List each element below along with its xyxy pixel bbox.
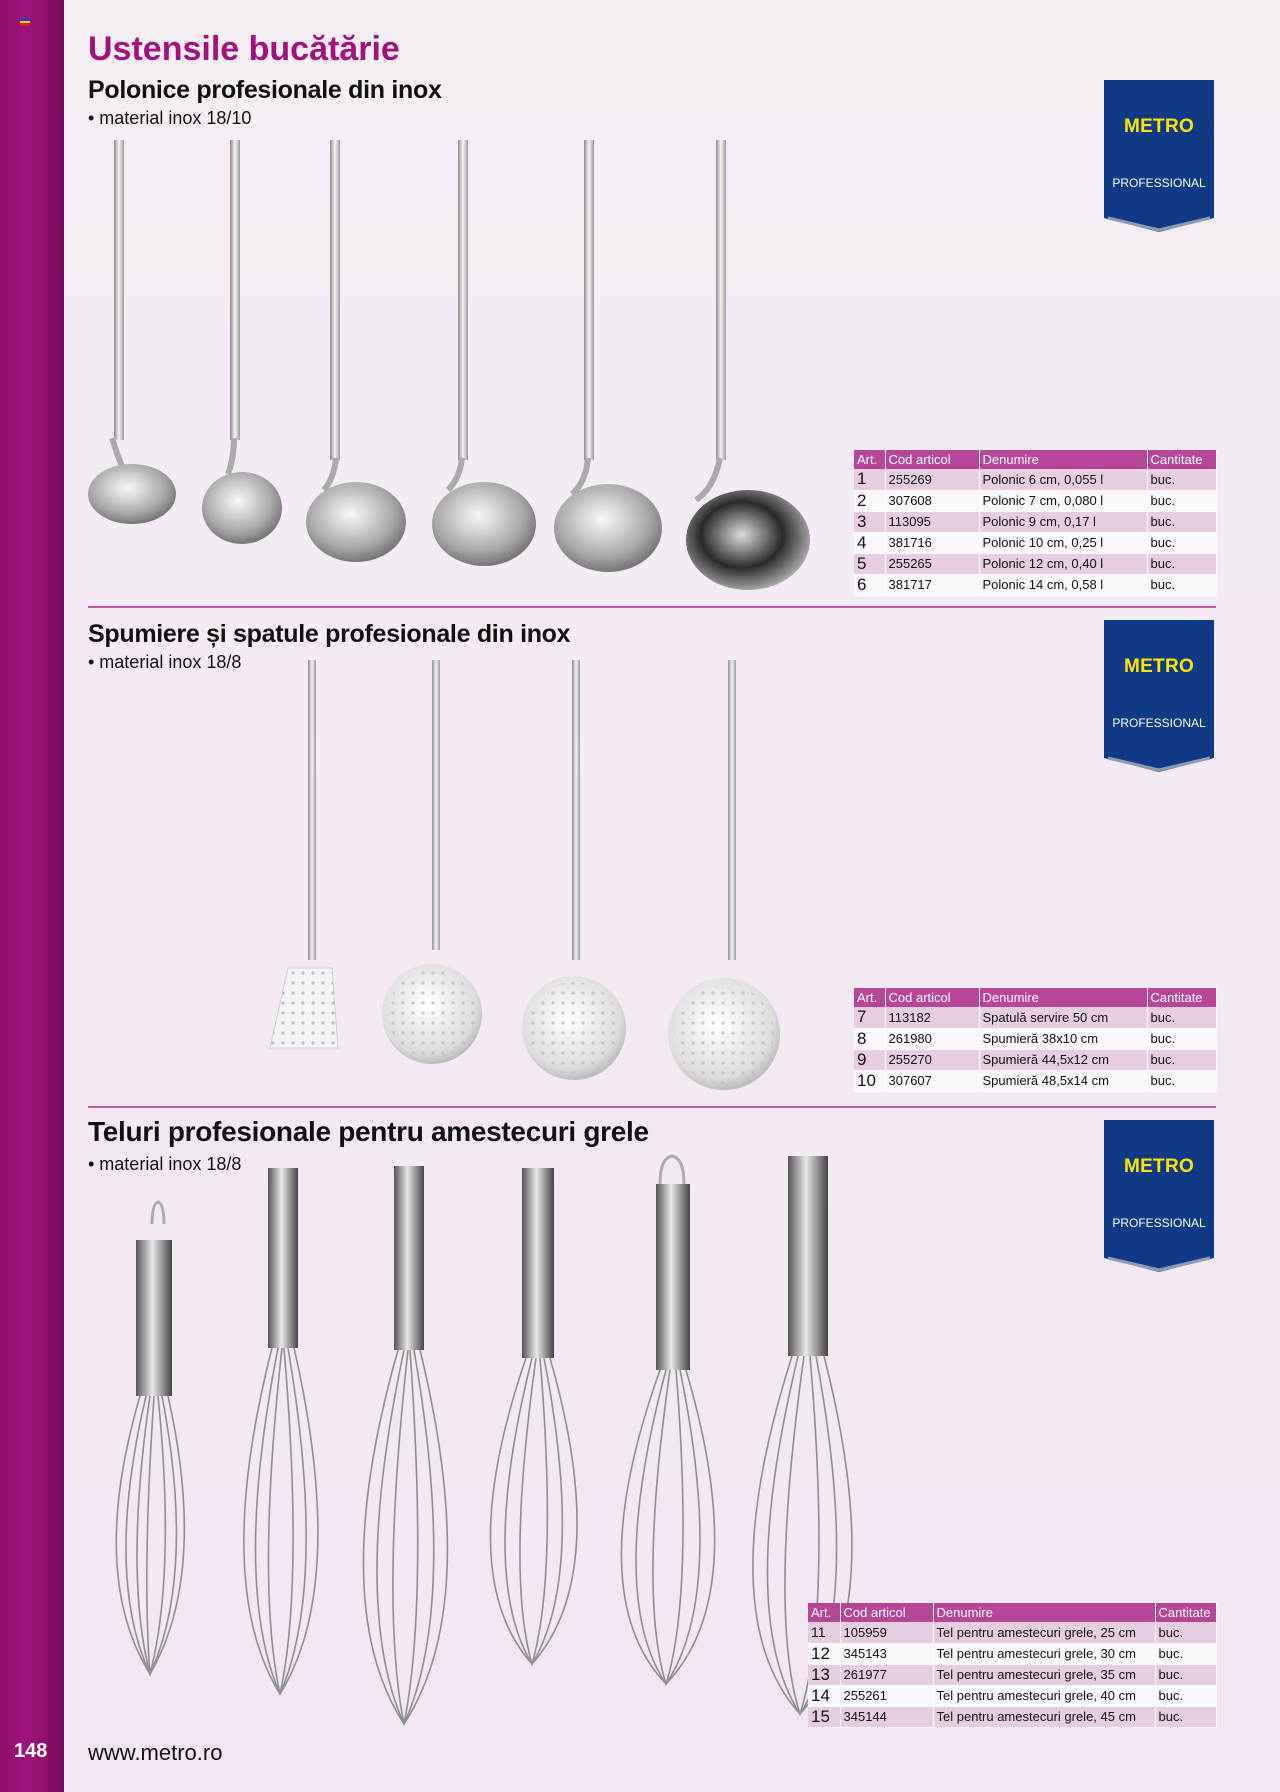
section-subtitle-skimmers: • material inox 18/8 (88, 652, 242, 672)
whisks-table (808, 1603, 1217, 1728)
metro-logo-text: METRO (1123, 116, 1195, 137)
col-denumire: Denumire (979, 988, 1147, 1007)
spatula (270, 660, 338, 1048)
metro-professional-badge (1104, 1120, 1214, 1272)
table-row: 5 255265 Polonic 12 cm, 0,40 l buc. (854, 553, 1216, 574)
romania-flag-icon (20, 18, 30, 26)
table-row: 14 255261 Tel pentru amestecuri grele, 40 cm buc. (808, 1685, 1216, 1706)
section-subtitle-whisks: • material inox 18/8 (88, 1154, 242, 1174)
col-cod: Cod articol (885, 988, 979, 1007)
section-title-whisks: Teluri profesionale pentru amestecuri grele (88, 1116, 649, 1147)
col-denumire: Denumire (933, 1603, 1155, 1622)
col-art: Art. (854, 450, 885, 469)
table-row: 2 307608 Polonic 7 cm, 0,080 l buc. (854, 490, 1216, 511)
col-denumire: Denumire (979, 450, 1147, 469)
col-cantitate: Cantitate (1147, 450, 1216, 469)
table-row: 8 261980 Spumieră 38x10 cm buc. (854, 1028, 1216, 1049)
whisks-image (100, 1154, 860, 1734)
ladle-3 (306, 140, 406, 562)
table-row: 9 255270 Spumieră 44,5x12 cm buc. (854, 1049, 1216, 1070)
table-row: 10 307607 Spumieră 48,5x14 cm buc. (854, 1070, 1216, 1091)
whisk-2 (244, 1168, 318, 1694)
whisk-1 (116, 1202, 184, 1674)
skimmer-2 (522, 660, 626, 1080)
skimmer-3 (668, 660, 780, 1090)
col-cantitate: Cantitate (1147, 988, 1216, 1007)
skimmer-1 (382, 660, 482, 1064)
table-row: 13 261977 Tel pentru amestecuri grele, 35 cm buc. (808, 1664, 1216, 1685)
ladle-2 (202, 140, 282, 544)
ladle-5 (554, 140, 662, 572)
metro-logo-text: METRO (1123, 1156, 1195, 1177)
table-row: 7 113182 Spatulă servire 50 cm buc. (854, 1007, 1216, 1028)
col-cantitate: Cantitate (1155, 1603, 1216, 1622)
col-cod: Cod articol (885, 450, 979, 469)
section-divider (88, 606, 1216, 608)
left-sidebar (0, 0, 64, 1792)
table-row: 3 113095 Polonic 9 cm, 0,17 l buc. (854, 511, 1216, 532)
metro-professional-text: PROFESSIONAL (1112, 716, 1206, 730)
whisk-5 (621, 1156, 714, 1684)
whisk-4 (490, 1168, 577, 1664)
metro-professional-badge (1104, 620, 1214, 772)
table-row: 15 345144 Tel pentru amestecuri grele, 45 cm buc. (808, 1706, 1216, 1727)
section-title-ladles: Polonice profesionale din inox (88, 76, 442, 104)
table-row: 4 381716 Polonic 10 cm, 0,25 l buc. (854, 532, 1216, 553)
table-row: 1 255269 Polonic 6 cm, 0,055 l buc. (854, 469, 1216, 490)
ladle-1 (88, 140, 176, 524)
table-row: 11 105959 Tel pentru amestecuri grele, 25 cm buc. (808, 1622, 1216, 1643)
section-subtitle-ladles: • material inox 18/10 (88, 108, 252, 128)
section-title-skimmers: Spumiere și spatule profesionale din inox (88, 620, 571, 648)
col-art: Art. (854, 988, 885, 1007)
ladles-table (854, 450, 1217, 596)
skimmers-table (854, 988, 1217, 1092)
metro-professional-text: PROFESSIONAL (1112, 176, 1206, 190)
col-cod: Cod articol (840, 1603, 933, 1622)
ladle-4 (432, 140, 536, 566)
whisk-3 (363, 1166, 447, 1724)
page-title: Ustensile bucătărie (88, 30, 400, 68)
footer-website-link[interactable]: www.metro.ro (88, 1740, 223, 1765)
table-row: 6 381717 Polonic 14 cm, 0,58 l buc. (854, 574, 1216, 595)
metro-professional-text: PROFESSIONAL (1112, 1216, 1206, 1230)
metro-professional-badge (1104, 80, 1214, 232)
metro-logo-text: METRO (1123, 656, 1195, 677)
ladle-6 (686, 140, 810, 590)
section-divider (88, 1106, 1216, 1108)
col-art: Art. (808, 1603, 840, 1622)
ladles-image (84, 138, 824, 600)
skimmers-image (268, 658, 788, 1092)
page-number: 148 (14, 1740, 48, 1762)
table-row: 12 345143 Tel pentru amestecuri grele, 30 cm buc. (808, 1643, 1216, 1664)
